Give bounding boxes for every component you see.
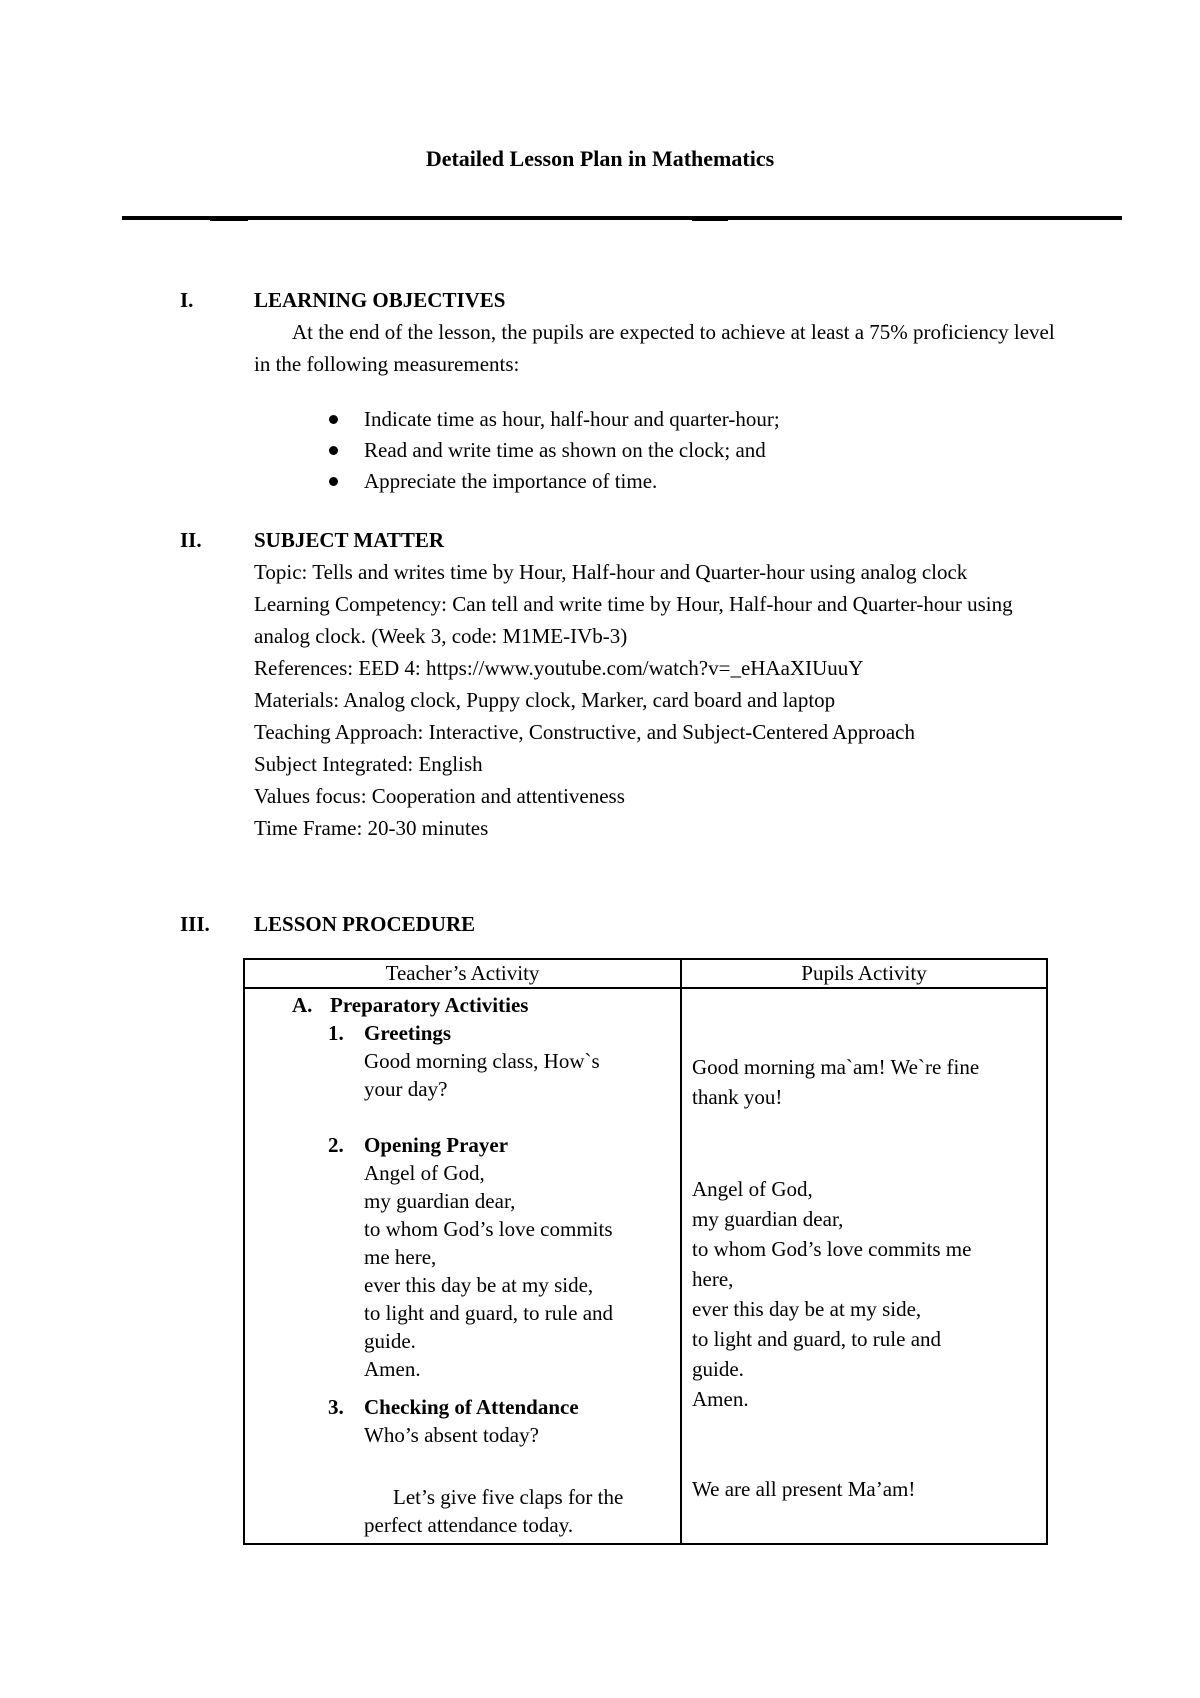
pupils-line: ever this day be at my side, (692, 1297, 922, 1321)
pupils-line: my guardian dear, (692, 1207, 844, 1231)
teacher-line: ever this day be at my side, (364, 1273, 594, 1297)
teacher-line: Let’s give five claps for the (393, 1485, 624, 1509)
header-pupils-activity: Pupils Activity (681, 959, 1047, 988)
teacher-line: perfect attendance today. (364, 1513, 574, 1537)
pupils-line: Good morning ma`am! We`re fine (692, 1055, 980, 1079)
item-title: Opening Prayer (364, 1133, 509, 1157)
pupils-activity-cell (681, 988, 1047, 1544)
divider-tick-left (210, 219, 248, 221)
header-teacher-activity: Teacher’s Activity (244, 959, 681, 988)
pupils-line: to light and guard, to rule and (692, 1327, 942, 1351)
teacher-line: Amen. (364, 1357, 421, 1381)
list-item: Read and write time as shown on the clock; and (254, 435, 1060, 466)
teacher-line: to light and guard, to rule and (364, 1301, 614, 1325)
pupils-line: We are all present Ma’am! (692, 1477, 916, 1501)
section-letter: A. (292, 993, 313, 1017)
pupils-line: Amen. (692, 1387, 749, 1411)
bullet-icon (329, 477, 338, 486)
section-title: Preparatory Activities (330, 993, 529, 1017)
document-title: Detailed Lesson Plan in Mathematics (425, 146, 775, 171)
subject-references: References: EED 4: https://www.youtube.com/watch?v=_eHAaXIUuuY (254, 656, 864, 680)
teacher-activity-cell (244, 988, 681, 1544)
section-number: I. (180, 288, 194, 312)
item-title: Greetings (364, 1021, 452, 1045)
pupils-line: here, (692, 1267, 734, 1291)
section-number: III. (180, 912, 210, 936)
section-number: II. (180, 528, 202, 552)
subject-topic: Topic: Tells and writes time by Hour, Half-hour and Quarter-hour using analog clock (254, 560, 968, 584)
bullet-icon (329, 415, 338, 424)
bullet-icon (329, 446, 338, 455)
item-number: 1. (328, 1021, 344, 1045)
list-item: Appreciate the importance of time. (254, 466, 1060, 497)
pupils-line: thank you! (692, 1085, 783, 1109)
title-divider (122, 216, 1122, 220)
teacher-line: guide. (364, 1329, 416, 1353)
objectives-intro: At the end of the lesson, the pupils are expected to achieve at least a 75% proficiency level in the following measurements: (254, 320, 1055, 376)
pupils-line: Angel of God, (692, 1177, 813, 1201)
subject-integrated: Subject Integrated: English (254, 752, 483, 776)
objectives-list (254, 404, 1060, 497)
list-item: Indicate time as hour, half-hour and quarter-hour; (254, 404, 1060, 435)
teacher-line: Who’s absent today? (364, 1423, 539, 1447)
item-title: Checking of Attendance (364, 1395, 579, 1419)
teacher-line: Good morning class, How`s (364, 1049, 600, 1073)
section-heading: SUBJECT MATTER (254, 528, 445, 552)
table-row (244, 988, 1047, 1544)
teacher-line: me here, (364, 1245, 437, 1269)
item-number: 2. (328, 1133, 344, 1157)
teacher-line: your day? (364, 1077, 448, 1101)
pupils-line: to whom God’s love commits me (692, 1237, 972, 1261)
section-heading: LESSON PROCEDURE (254, 912, 476, 936)
section-heading: LEARNING OBJECTIVES (254, 288, 506, 312)
subject-approach: Teaching Approach: Interactive, Constructive, and Subject-Centered Approach (254, 720, 915, 744)
item-number: 3. (328, 1395, 344, 1419)
lesson-procedure-table (243, 958, 1048, 1545)
subject-values: Values focus: Cooperation and attentiveness (254, 784, 625, 808)
teacher-line: my guardian dear, (364, 1189, 516, 1213)
teacher-line: to whom God’s love commits (364, 1217, 613, 1241)
subject-competency: Learning Competency: Can tell and write time by Hour, Half-hour and Quarter-hour using analog clock. (Week 3, code: M1ME-IVb-3) (254, 592, 1013, 648)
subject-materials: Materials: Analog clock, Puppy clock, Marker, card board and laptop (254, 688, 836, 712)
table-header-row (244, 959, 1047, 988)
pupils-line: guide. (692, 1357, 744, 1381)
divider-tick-right (692, 219, 728, 221)
teacher-line: Angel of God, (364, 1161, 485, 1185)
subject-time-frame: Time Frame: 20-30 minutes (254, 816, 489, 840)
